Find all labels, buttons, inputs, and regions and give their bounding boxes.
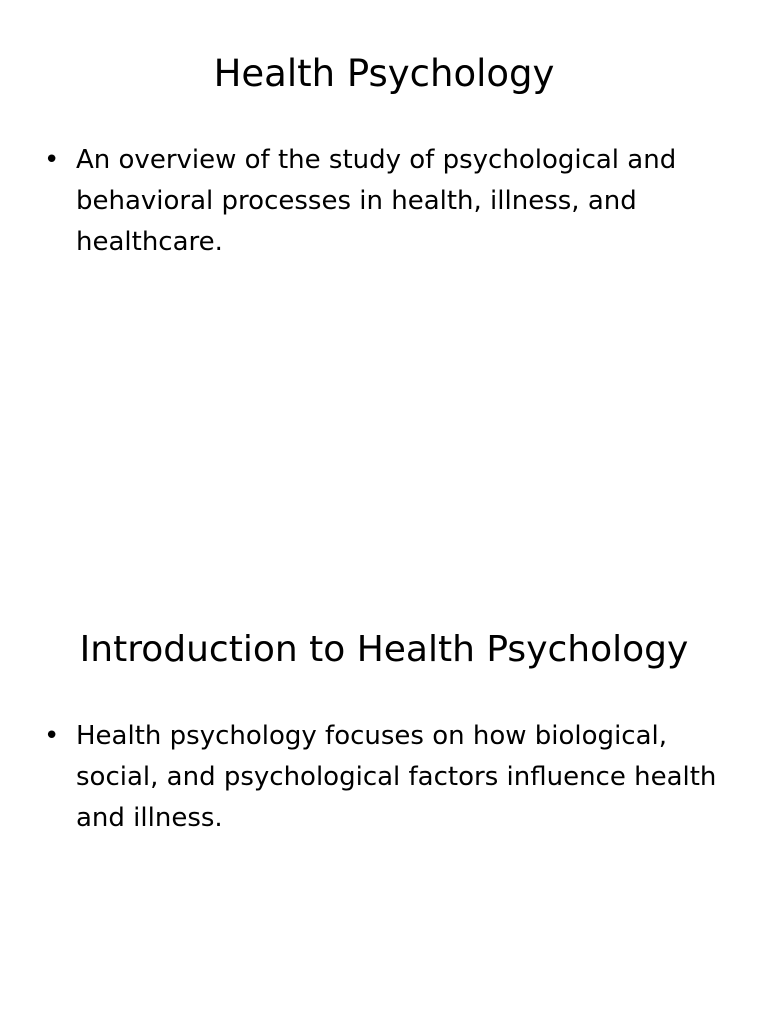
bullet-list xyxy=(0,716,768,839)
bullet-text: Health psychology focuses on how biological, social, and psychological factors influence health and illness. xyxy=(76,721,717,833)
bullet-dot-icon: • xyxy=(44,721,60,751)
bullet-list xyxy=(0,140,768,263)
bullet-text: An overview of the study of psychological and behavioral processes in health, illness, and healthcare. xyxy=(76,145,677,257)
slide-title: Health Psychology xyxy=(213,52,555,95)
bullet-dot-icon: • xyxy=(44,145,60,175)
bullet-item xyxy=(0,716,768,839)
bullet-item xyxy=(0,140,768,263)
slide-title: Introduction to Health Psychology xyxy=(79,629,689,670)
slide-2 xyxy=(0,512,768,1024)
